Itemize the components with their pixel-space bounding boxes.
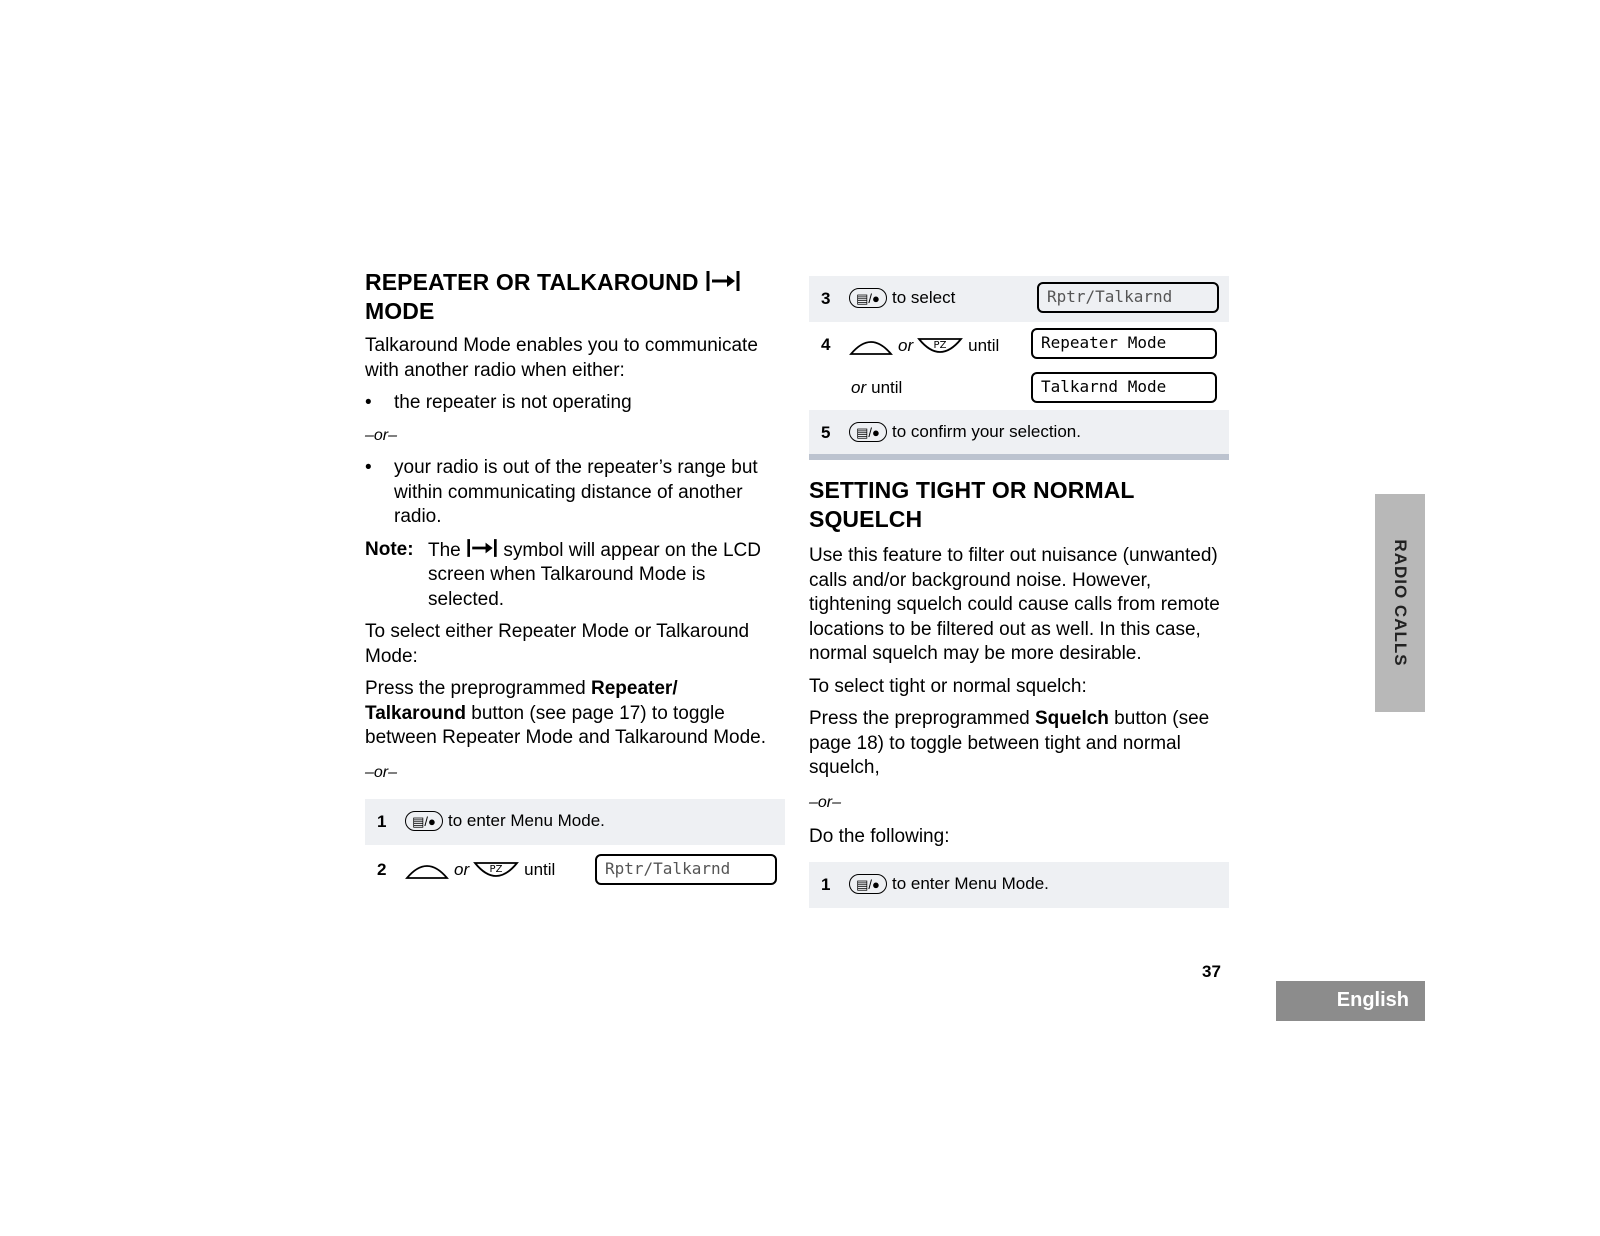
intro-text: Talkaround Mode enables you to communicate with another radio when either: [365, 335, 758, 381]
step-row: 4 or PZ until Repeater Mode [809, 322, 1229, 366]
language-tab: English [1276, 981, 1425, 1021]
press-instruction: Press the preprogrammed Squelch button (see page 18) to toggle between tight and normal squelch, [809, 708, 1210, 778]
lcd-display: Talkarnd Mode [1031, 372, 1217, 403]
intro-text: Use this feature to filter out nuisance (unwanted) calls and/or background noise. However, tightening squelch could cause calls from remote locations to be filtered out as well. In this case, normal squelch may be more desirable. [809, 545, 1220, 664]
svg-text:PZ: PZ [489, 864, 503, 875]
step-row: 1 ▤/● to enter Menu Mode. [377, 811, 605, 831]
left-column [365, 268, 785, 895]
note [365, 538, 785, 613]
select-instruction: To select either Repeater Mode or Talkaround Mode: [365, 621, 750, 667]
section-heading-repeater: REPEATER OR TALKAROUND MODE [365, 268, 785, 326]
lcd-display: Rptr/Talkarnd [595, 854, 777, 885]
talkaround-icon [705, 270, 741, 292]
up-key-icon [405, 858, 449, 882]
svg-text:PZ: PZ [933, 340, 947, 351]
menu-key-icon: ▤/● [849, 422, 887, 442]
or-separator: –or– [365, 763, 398, 781]
select-instruction: To select tight or normal squelch: [809, 675, 1087, 697]
down-key-icon [917, 335, 963, 357]
note-label: Note: [365, 538, 414, 560]
talkaround-icon [466, 538, 498, 558]
steps-table [365, 799, 785, 895]
do-following: Do the following: [809, 826, 950, 847]
step-row: 3 ▤/● to select Rptr/Talkarnd [809, 276, 1229, 322]
menu-key-icon: ▤/● [405, 811, 443, 831]
step-row: 2 or PZ until Rptr/Talkarnd [365, 845, 785, 895]
lcd-display: Rptr/Talkarnd [1037, 282, 1219, 313]
section-heading-squelch: SETTING TIGHT OR NORMAL SQUELCH [809, 477, 1135, 532]
press-instruction: Press the preprogrammed Repeater/ Talkaround button (see page 17) to toggle between Repeater Mode and Talkaround Mode. [365, 678, 767, 748]
or-separator: –or– [365, 426, 398, 444]
section-tab: RADIO CALLS [1375, 494, 1425, 712]
up-key-icon [849, 334, 893, 358]
steps-table [809, 862, 1229, 908]
menu-key-icon: ▤/● [849, 874, 887, 894]
step-row: 1 ▤/● to enter Menu Mode. [821, 873, 1049, 894]
lcd-display: Repeater Mode [1031, 328, 1217, 359]
step-row: 5 ▤/● to confirm your selection. [821, 422, 1081, 442]
down-key-icon [473, 859, 519, 881]
or-separator: –or– [809, 793, 842, 811]
step-row: or until Talkarnd Mode [809, 366, 1229, 410]
bullet-item: • your radio is out of the repeater’s range but within communicating distance of another radio. [365, 457, 758, 527]
menu-key-icon: ▤/● [849, 288, 887, 308]
page-number: 37 [1202, 962, 1221, 981]
section-divider [809, 454, 1229, 460]
steps-table [809, 276, 1229, 454]
note-text: The symbol will appear on the LCD screen when Talkaround Mode is selected. [428, 539, 761, 610]
bullet-item: • the repeater is not operating [365, 392, 632, 413]
right-column [809, 276, 1229, 908]
